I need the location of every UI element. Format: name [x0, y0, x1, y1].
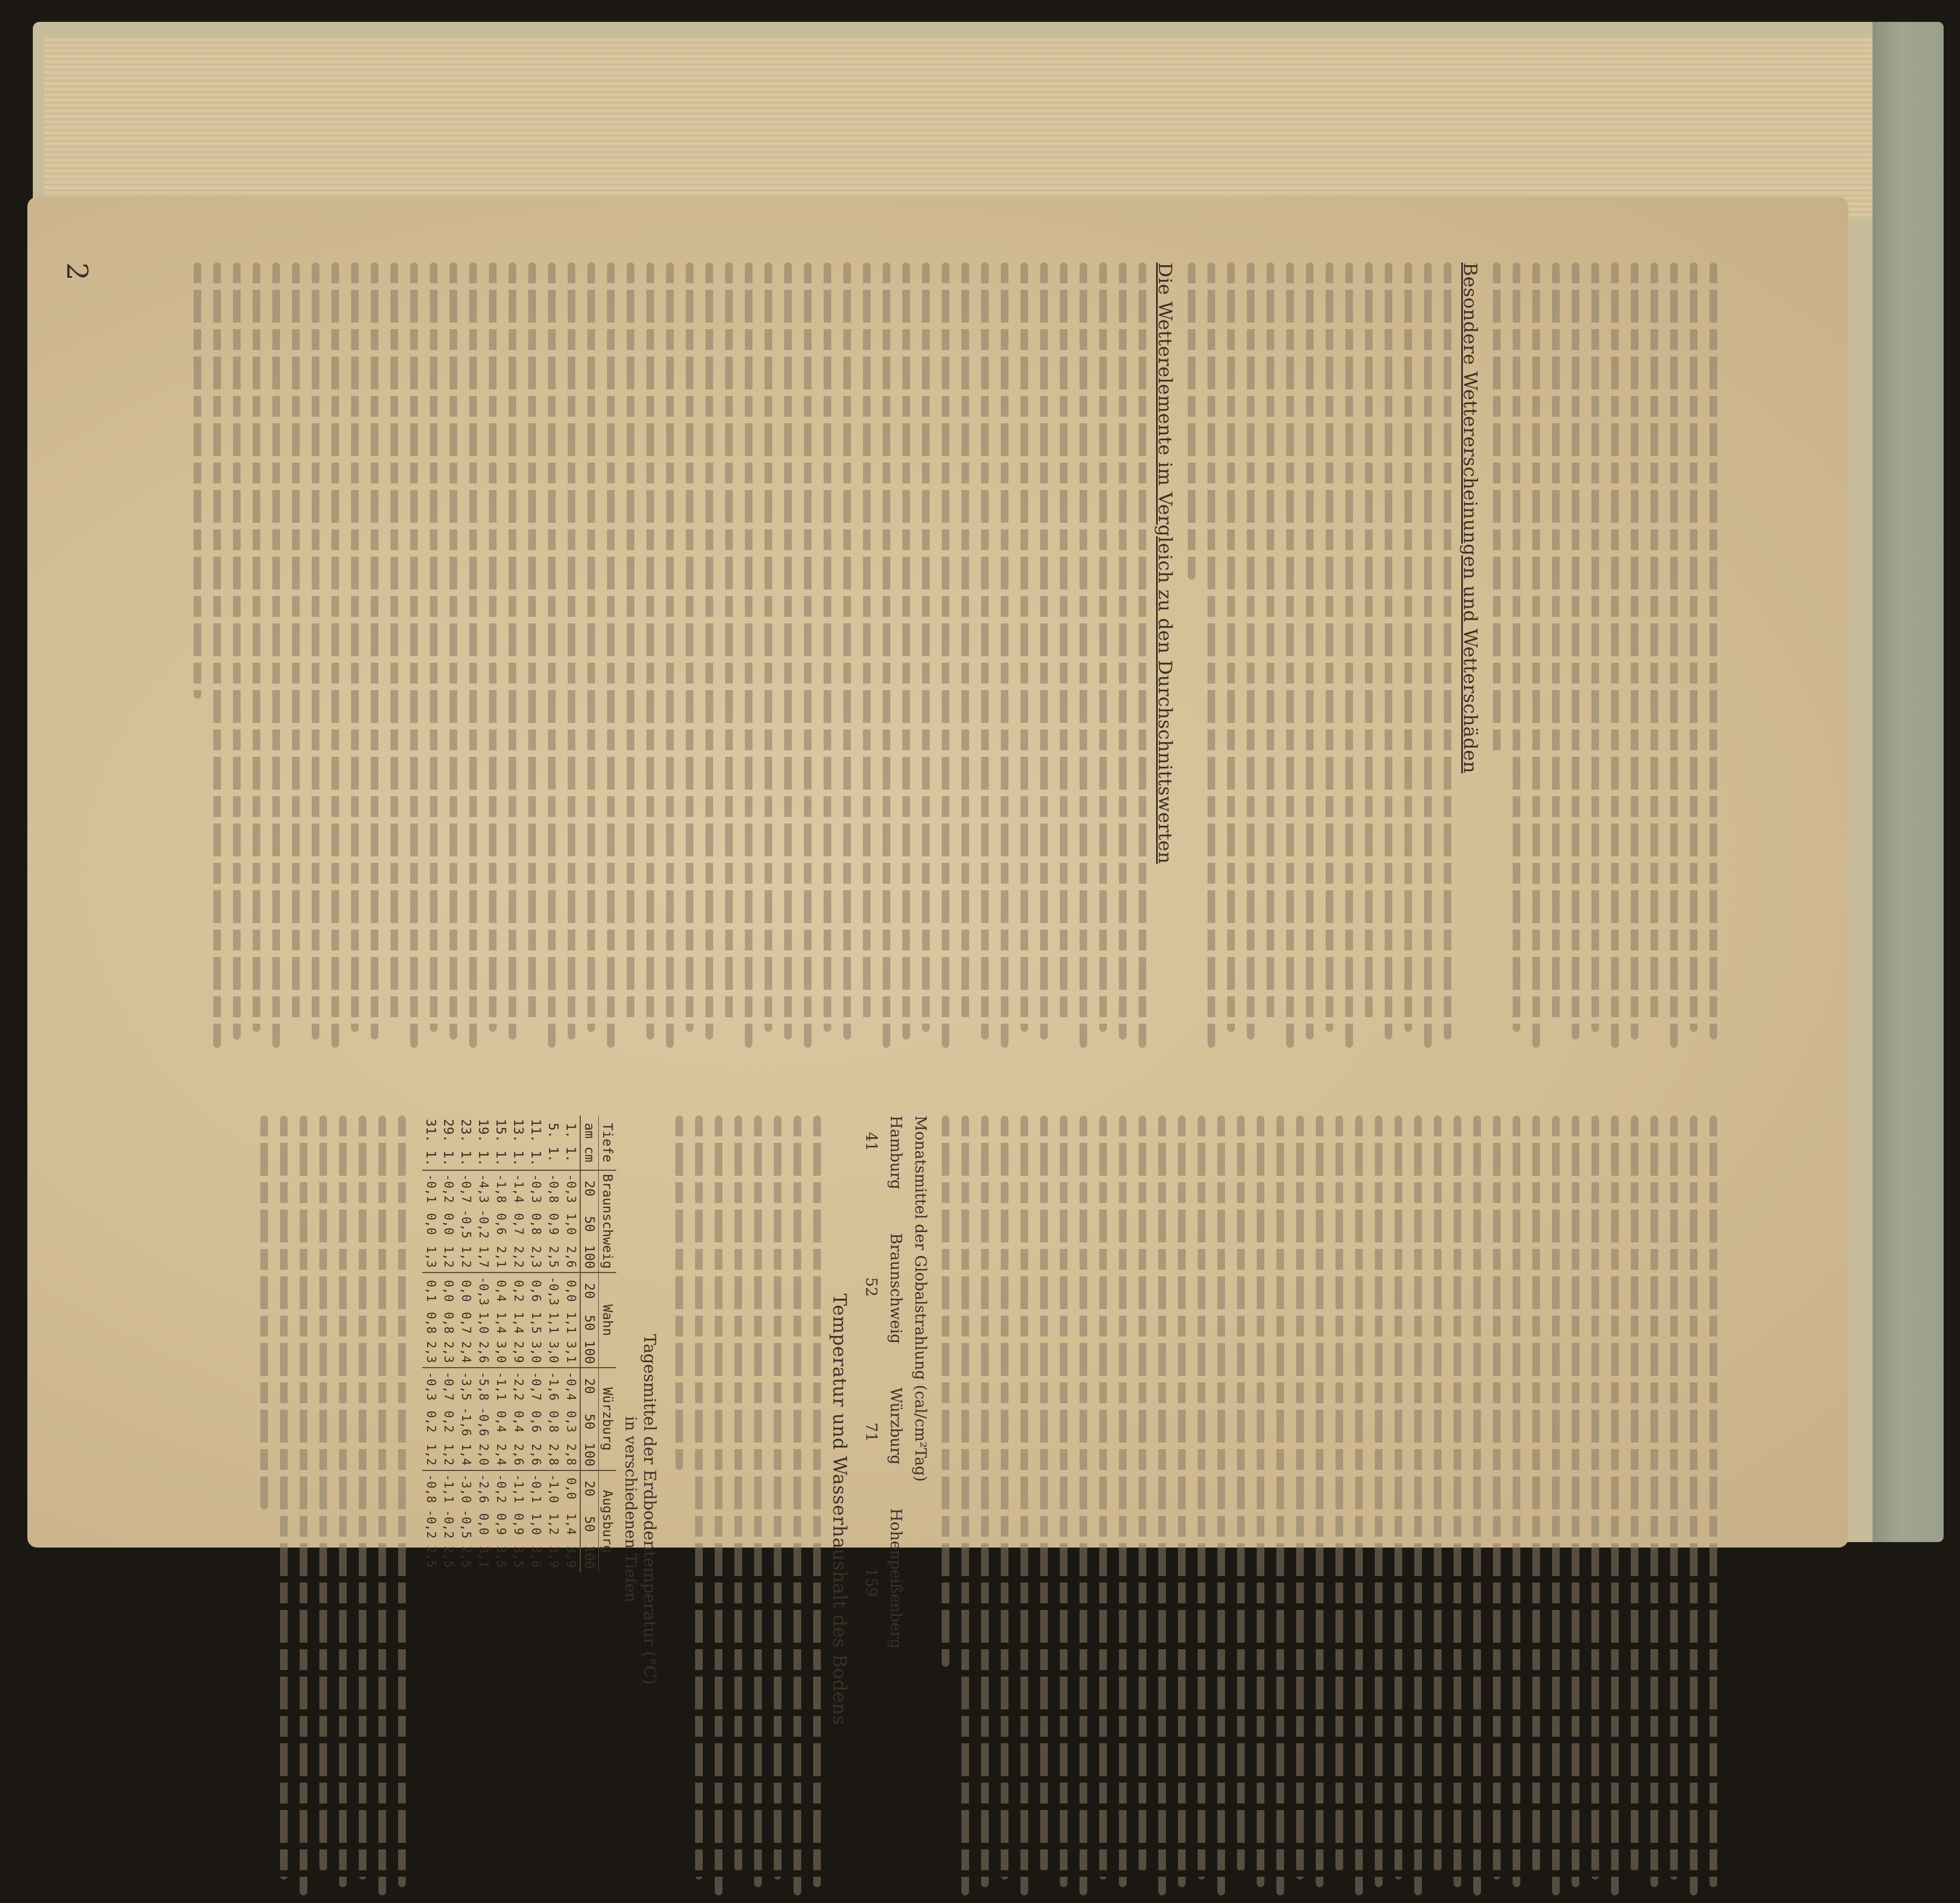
- temperature-cell: -0,8: [422, 1470, 440, 1507]
- radiation-value: 52: [862, 1277, 880, 1297]
- temperature-cell: 0,0: [562, 1470, 580, 1507]
- temperature-cell: 0,0: [476, 1513, 491, 1535]
- depth-header: 50: [580, 1507, 599, 1542]
- temperature-cell: 0,8: [546, 1410, 561, 1433]
- row-date: 31. 1.: [423, 1119, 439, 1166]
- temperature-cell: -0,7: [527, 1368, 545, 1404]
- row-date: 5. 1.: [546, 1123, 561, 1163]
- temperature-cell: -2,6: [475, 1470, 492, 1507]
- paragraph-block-intro: [1493, 262, 1717, 1055]
- temperature-cell: 0,0: [424, 1213, 438, 1235]
- temperature-cell: 0,6: [529, 1410, 543, 1433]
- row-date: 23. 1.: [458, 1119, 474, 1166]
- row-date: 13. 1.: [511, 1119, 526, 1166]
- rotated-page-content: [55, 262, 1750, 1725]
- temperature-cell: 1,2: [441, 1443, 456, 1466]
- temperature-cell: 3,6: [529, 1546, 543, 1568]
- soil-table-body: [422, 1116, 580, 1572]
- depth-header: 100: [580, 1337, 599, 1368]
- temperature-cell: 0,7: [459, 1312, 473, 1334]
- row-date: 29. 1.: [441, 1119, 456, 1166]
- table-row: [457, 1116, 475, 1572]
- temperature-cell: -1,0: [545, 1470, 562, 1507]
- corner-cm-am: [580, 1116, 599, 1170]
- temperature-cell: 2,8: [564, 1443, 578, 1466]
- temperature-cell: 0,4: [511, 1410, 526, 1433]
- temperature-cell: -0,3: [545, 1272, 562, 1309]
- station-header: Augsburg: [599, 1470, 617, 1572]
- temperature-cell: -0,1: [422, 1170, 440, 1206]
- paragraph-block-soil: [675, 1116, 821, 1903]
- page-text-area: [55, 262, 1750, 1725]
- text-column-left: [182, 262, 1717, 1055]
- radiation-values-row: [862, 1116, 880, 1903]
- radiation-stations-row: [887, 1116, 905, 1903]
- table-row: [422, 1116, 440, 1572]
- temperature-cell: 0,3: [564, 1410, 578, 1433]
- temperature-cell: -0,7: [440, 1368, 457, 1404]
- temperature-cell: -0,4: [562, 1368, 580, 1404]
- paragraph-block-precipitation: [942, 1116, 1717, 1903]
- temperature-cell: 1,1: [564, 1312, 578, 1334]
- temperature-cell: 1,0: [476, 1312, 491, 1334]
- temperature-cell: -1,1: [492, 1368, 510, 1404]
- table-row: [562, 1116, 580, 1572]
- temperature-cell: 3,9: [564, 1546, 578, 1568]
- temperature-cell: 2,8: [546, 1443, 561, 1466]
- temperature-cell: 3,0: [494, 1341, 508, 1363]
- temperature-cell: 3,5: [511, 1546, 526, 1568]
- temperature-cell: 0,9: [511, 1513, 526, 1535]
- temperature-cell: 1,2: [546, 1513, 561, 1535]
- temperature-cell: 0,4: [494, 1410, 508, 1433]
- table-row: [527, 1116, 545, 1572]
- temperature-cell: 0,4: [492, 1272, 510, 1309]
- temperature-cell: -0,2: [441, 1509, 456, 1539]
- temperature-cell: -0,2: [424, 1509, 438, 1539]
- radiation-station: Hamburg: [887, 1116, 905, 1189]
- station-header: Braunschweig: [599, 1170, 617, 1272]
- temperature-cell: 1,0: [529, 1513, 543, 1535]
- temperature-cell: 1,2: [441, 1246, 456, 1268]
- temperature-cell: 0,2: [424, 1410, 438, 1433]
- corner-depth-label: Tiefe: [600, 1123, 615, 1163]
- temperature-cell: 1,7: [476, 1246, 491, 1268]
- table-row: [440, 1116, 457, 1572]
- temperature-cell: 1,2: [459, 1246, 473, 1268]
- depth-header: 50: [580, 1404, 599, 1439]
- temperature-cell: -1,1: [510, 1470, 527, 1507]
- temperature-cell: 0,2: [510, 1272, 527, 1309]
- temperature-cell: 2,4: [459, 1341, 473, 1363]
- radiation-value: 159: [862, 1567, 880, 1597]
- temperature-cell: -2,2: [510, 1368, 527, 1404]
- paragraph-block-soil-water: [260, 1116, 406, 1903]
- temperature-cell: 1,1: [546, 1312, 561, 1334]
- temperature-cell: -0,3: [527, 1170, 545, 1206]
- radiation-station: Braunschweig: [887, 1233, 905, 1344]
- depth-header: 50: [580, 1206, 599, 1242]
- temperature-cell: -0,3: [422, 1368, 440, 1404]
- paragraph-block-weather-events: [1188, 262, 1451, 1055]
- temperature-cell: 1,4: [564, 1513, 578, 1535]
- temperature-cell: 0,8: [424, 1312, 438, 1334]
- temperature-cell: 1,4: [494, 1312, 508, 1334]
- temperature-cell: 2,3: [529, 1246, 543, 1268]
- radiation-value: 41: [862, 1132, 880, 1152]
- book-spine: [1872, 22, 1944, 1542]
- temperature-cell: -0,6: [476, 1407, 491, 1437]
- temperature-cell: 3,1: [476, 1546, 491, 1568]
- radiation-label: Monatsmittel der Globalstrahlung (cal/cm²Tag): [912, 1116, 930, 1482]
- temperature-cell: 3,0: [529, 1341, 543, 1363]
- temperature-cell: 2,1: [494, 1246, 508, 1268]
- temperature-cell: 1,4: [459, 1443, 473, 1466]
- heading-comparison: Die Wetterelemente im Vergleich zu den Durchschnittswerten: [1154, 262, 1176, 864]
- table-row: [545, 1116, 562, 1572]
- temperature-cell: 0,6: [527, 1272, 545, 1309]
- temperature-cell: -0,3: [562, 1170, 580, 1206]
- temperature-cell: 0,0: [441, 1213, 456, 1235]
- depth-header: 20: [580, 1470, 599, 1507]
- table-row: [492, 1116, 510, 1572]
- temperature-cell: 3,1: [564, 1341, 578, 1363]
- temperature-cell: 3,0: [546, 1341, 561, 1363]
- radiation-station: Hohenpeißenberg: [887, 1508, 905, 1649]
- temperature-cell: 0,8: [529, 1213, 543, 1235]
- row-date: 19. 1.: [476, 1119, 491, 1166]
- soil-table-subtitle: in verschiedenen Tiefen: [622, 1416, 640, 1603]
- temperature-cell: -1,6: [545, 1368, 562, 1404]
- temperature-cell: 0,2: [441, 1410, 456, 1433]
- temperature-cell: 1,3: [424, 1246, 438, 1268]
- depth-header: 50: [580, 1309, 599, 1337]
- temperature-cell: 0,0: [440, 1272, 457, 1309]
- temperature-cell: 2,5: [424, 1546, 438, 1568]
- temperature-cell: 2,3: [424, 1341, 438, 1363]
- radiation-value: 71: [862, 1422, 880, 1442]
- temperature-cell: 2,5: [441, 1546, 456, 1568]
- temperature-cell: 1,5: [529, 1312, 543, 1334]
- temperature-cell: 0,7: [511, 1213, 526, 1235]
- temperature-cell: -1,1: [440, 1470, 457, 1507]
- temperature-cell: -0,2: [476, 1209, 491, 1239]
- temperature-cell: -0,3: [475, 1272, 492, 1309]
- temperature-cell: 0,0: [562, 1272, 580, 1309]
- text-column-right: [248, 1116, 1717, 1903]
- temperature-cell: 2,0: [476, 1443, 491, 1466]
- row-date: 1. 1.: [563, 1123, 579, 1163]
- corner-unit-label: cm: [582, 1146, 597, 1163]
- temperature-cell: 0,8: [441, 1312, 456, 1334]
- table-corner: [599, 1116, 617, 1170]
- temperature-cell: -3,5: [457, 1368, 475, 1404]
- temperature-cell: 2,3: [441, 1341, 456, 1363]
- temperature-cell: 0,9: [494, 1513, 508, 1535]
- temperature-cell: -0,2: [440, 1170, 457, 1206]
- temperature-cell: -5,8: [475, 1368, 492, 1404]
- temperature-cell: 3,5: [494, 1546, 508, 1568]
- temperature-cell: -1,8: [492, 1170, 510, 1206]
- depth-header: 100: [580, 1242, 599, 1272]
- depth-header: 100: [580, 1542, 599, 1572]
- table-row: [510, 1116, 527, 1572]
- station-header: Wahn: [599, 1272, 617, 1368]
- temperature-cell: 1,4: [511, 1312, 526, 1334]
- temperature-cell: 2,4: [494, 1443, 508, 1466]
- temperature-cell: 1,0: [564, 1213, 578, 1235]
- temperature-cell: 1,2: [424, 1443, 438, 1466]
- station-header: Würzburg: [599, 1368, 617, 1470]
- heading-soil: Temperatur und Wasserhaushalt des Bodens: [829, 1293, 850, 1725]
- temperature-cell: -0,7: [457, 1170, 475, 1206]
- temperature-cell: 2,2: [511, 1246, 526, 1268]
- depth-header: 100: [580, 1439, 599, 1470]
- radiation-station: Würzburg: [887, 1387, 905, 1465]
- temperature-cell: -3,0: [457, 1470, 475, 1507]
- temperature-cell: 2,6: [511, 1443, 526, 1466]
- temperature-cell: 3,9: [546, 1546, 561, 1568]
- depth-header: 20: [580, 1170, 599, 1206]
- page-number: 2: [60, 262, 93, 281]
- temperature-cell: 0,9: [546, 1213, 561, 1235]
- temperature-cell: 0,6: [494, 1213, 508, 1235]
- heading-weather-events: Besondere Wettererscheinungen und Wetterschäden: [1459, 262, 1481, 774]
- temperature-cell: 2,9: [511, 1341, 526, 1363]
- depth-header: 20: [580, 1272, 599, 1309]
- temperature-cell: 2,6: [476, 1341, 491, 1363]
- row-date: 11. 1.: [528, 1119, 544, 1166]
- radiation-label-row: [912, 1116, 930, 1903]
- temperature-cell: 2,5: [459, 1546, 473, 1568]
- temperature-cell: -1,6: [459, 1407, 473, 1437]
- table-row: [475, 1116, 492, 1572]
- depth-header: 20: [580, 1368, 599, 1404]
- corner-left-label: am: [582, 1123, 597, 1139]
- temperature-cell: 2,6: [529, 1443, 543, 1466]
- temperature-cell: 0,1: [422, 1272, 440, 1309]
- temperature-cell: 0,0: [457, 1272, 475, 1309]
- temperature-cell: -0,1: [527, 1470, 545, 1507]
- temperature-cell: -0,2: [492, 1470, 510, 1507]
- paragraph-block-comparison: [194, 262, 1146, 1055]
- temperature-cell: -0,5: [459, 1209, 473, 1239]
- temperature-cell: -0,5: [459, 1509, 473, 1539]
- temperature-cell: 2,6: [564, 1246, 578, 1268]
- page-block-edges: [44, 38, 1914, 219]
- row-date: 15. 1.: [493, 1119, 509, 1166]
- temperature-cell: 2,5: [546, 1246, 561, 1268]
- soil-table-title: Tagesmittel der Erdbodentemperatur (°C): [640, 1334, 659, 1685]
- temperature-cell: -1,4: [510, 1170, 527, 1206]
- temperature-cell: -0,8: [545, 1170, 562, 1206]
- temperature-cell: -4,3: [475, 1170, 492, 1206]
- soil-temperature-table: [422, 1116, 616, 1572]
